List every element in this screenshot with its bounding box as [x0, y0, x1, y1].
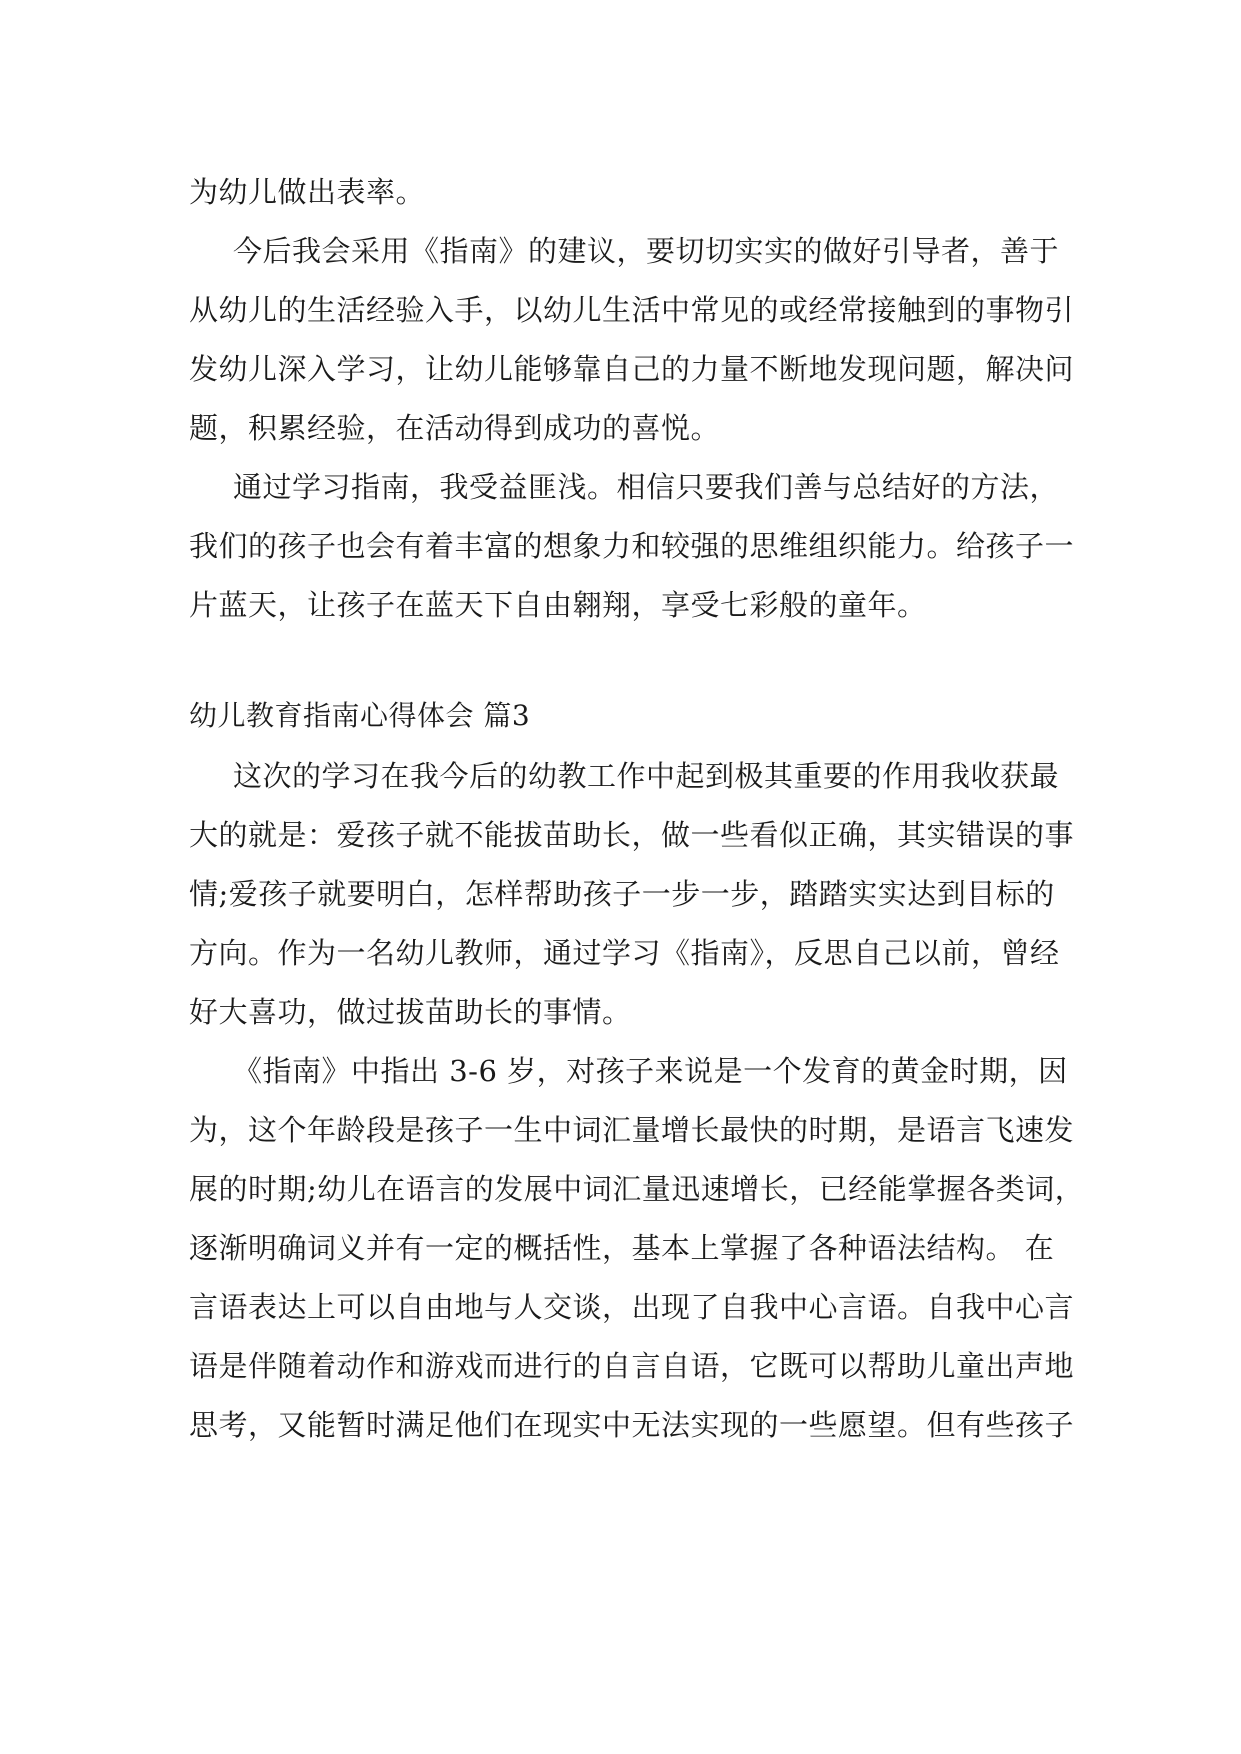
text-line: 为幼儿做出表率。	[189, 175, 426, 209]
text-line: 语是伴随着动作和游戏而进行的自言自语，它既可以帮助儿童出声地	[189, 1349, 1075, 1383]
paragraph-first-line: 通过学习指南，我受益匪浅。相信只要我们善与总结好的方法，	[233, 470, 1060, 504]
paragraph-first-line: 这次的学习在我今后的幼教工作中起到极其重要的作用我收获最	[233, 759, 1060, 793]
text-line: 大的就是：爱孩子就不能拔苗助长，做一些看似正确，其实错误的事	[189, 818, 1075, 852]
text-line: 题，积累经验，在活动得到成功的喜悦。	[189, 411, 721, 445]
text-line: 发幼儿深入学习，让幼儿能够靠自己的力量不断地发现问题，解决问	[189, 352, 1075, 386]
paragraph-first-line: 《指南》中指出 3-6 岁，对孩子来说是一个发育的黄金时期，因	[233, 1054, 1068, 1088]
text-line: 为，这个年龄段是孩子一生中词汇量增长最快的时期，是语言飞速发	[189, 1113, 1075, 1147]
text-line: 情;爱孩子就要明白，怎样帮助孩子一步一步，踏踏实实达到目标的	[189, 877, 1055, 911]
text-line: 好大喜功，做过拔苗助长的事情。	[189, 995, 632, 1029]
text-line: 我们的孩子也会有着丰富的想象力和较强的思维组织能力。给孩子一	[189, 529, 1075, 563]
text-line: 逐渐明确词义并有一定的概括性，基本上掌握了各种语法结构。 在	[189, 1231, 1055, 1265]
text-line: 方向。作为一名幼儿教师，通过学习《指南》，反思自己以前，曾经	[189, 936, 1060, 970]
paragraph-first-line: 今后我会采用《指南》的建议，要切切实实的做好引导者，善于	[233, 234, 1060, 268]
text-line: 从幼儿的生活经验入手，以幼儿生活中常见的或经常接触到的事物引	[189, 293, 1075, 327]
text-line: 思考，又能暂时满足他们在现实中无法实现的一些愿望。但有些孩子	[189, 1408, 1075, 1442]
text-line: 展的时期;幼儿在语言的发展中词汇量迅速增长，已经能掌握各类词，	[189, 1172, 1085, 1206]
text-line: 片蓝天，让孩子在蓝天下自由翱翔，享受七彩般的童年。	[189, 588, 927, 622]
text-line: 言语表达上可以自由地与人交谈，出现了自我中心言语。自我中心言	[189, 1290, 1075, 1324]
section-heading: 幼儿教育指南心得体会 篇3	[189, 699, 531, 732]
